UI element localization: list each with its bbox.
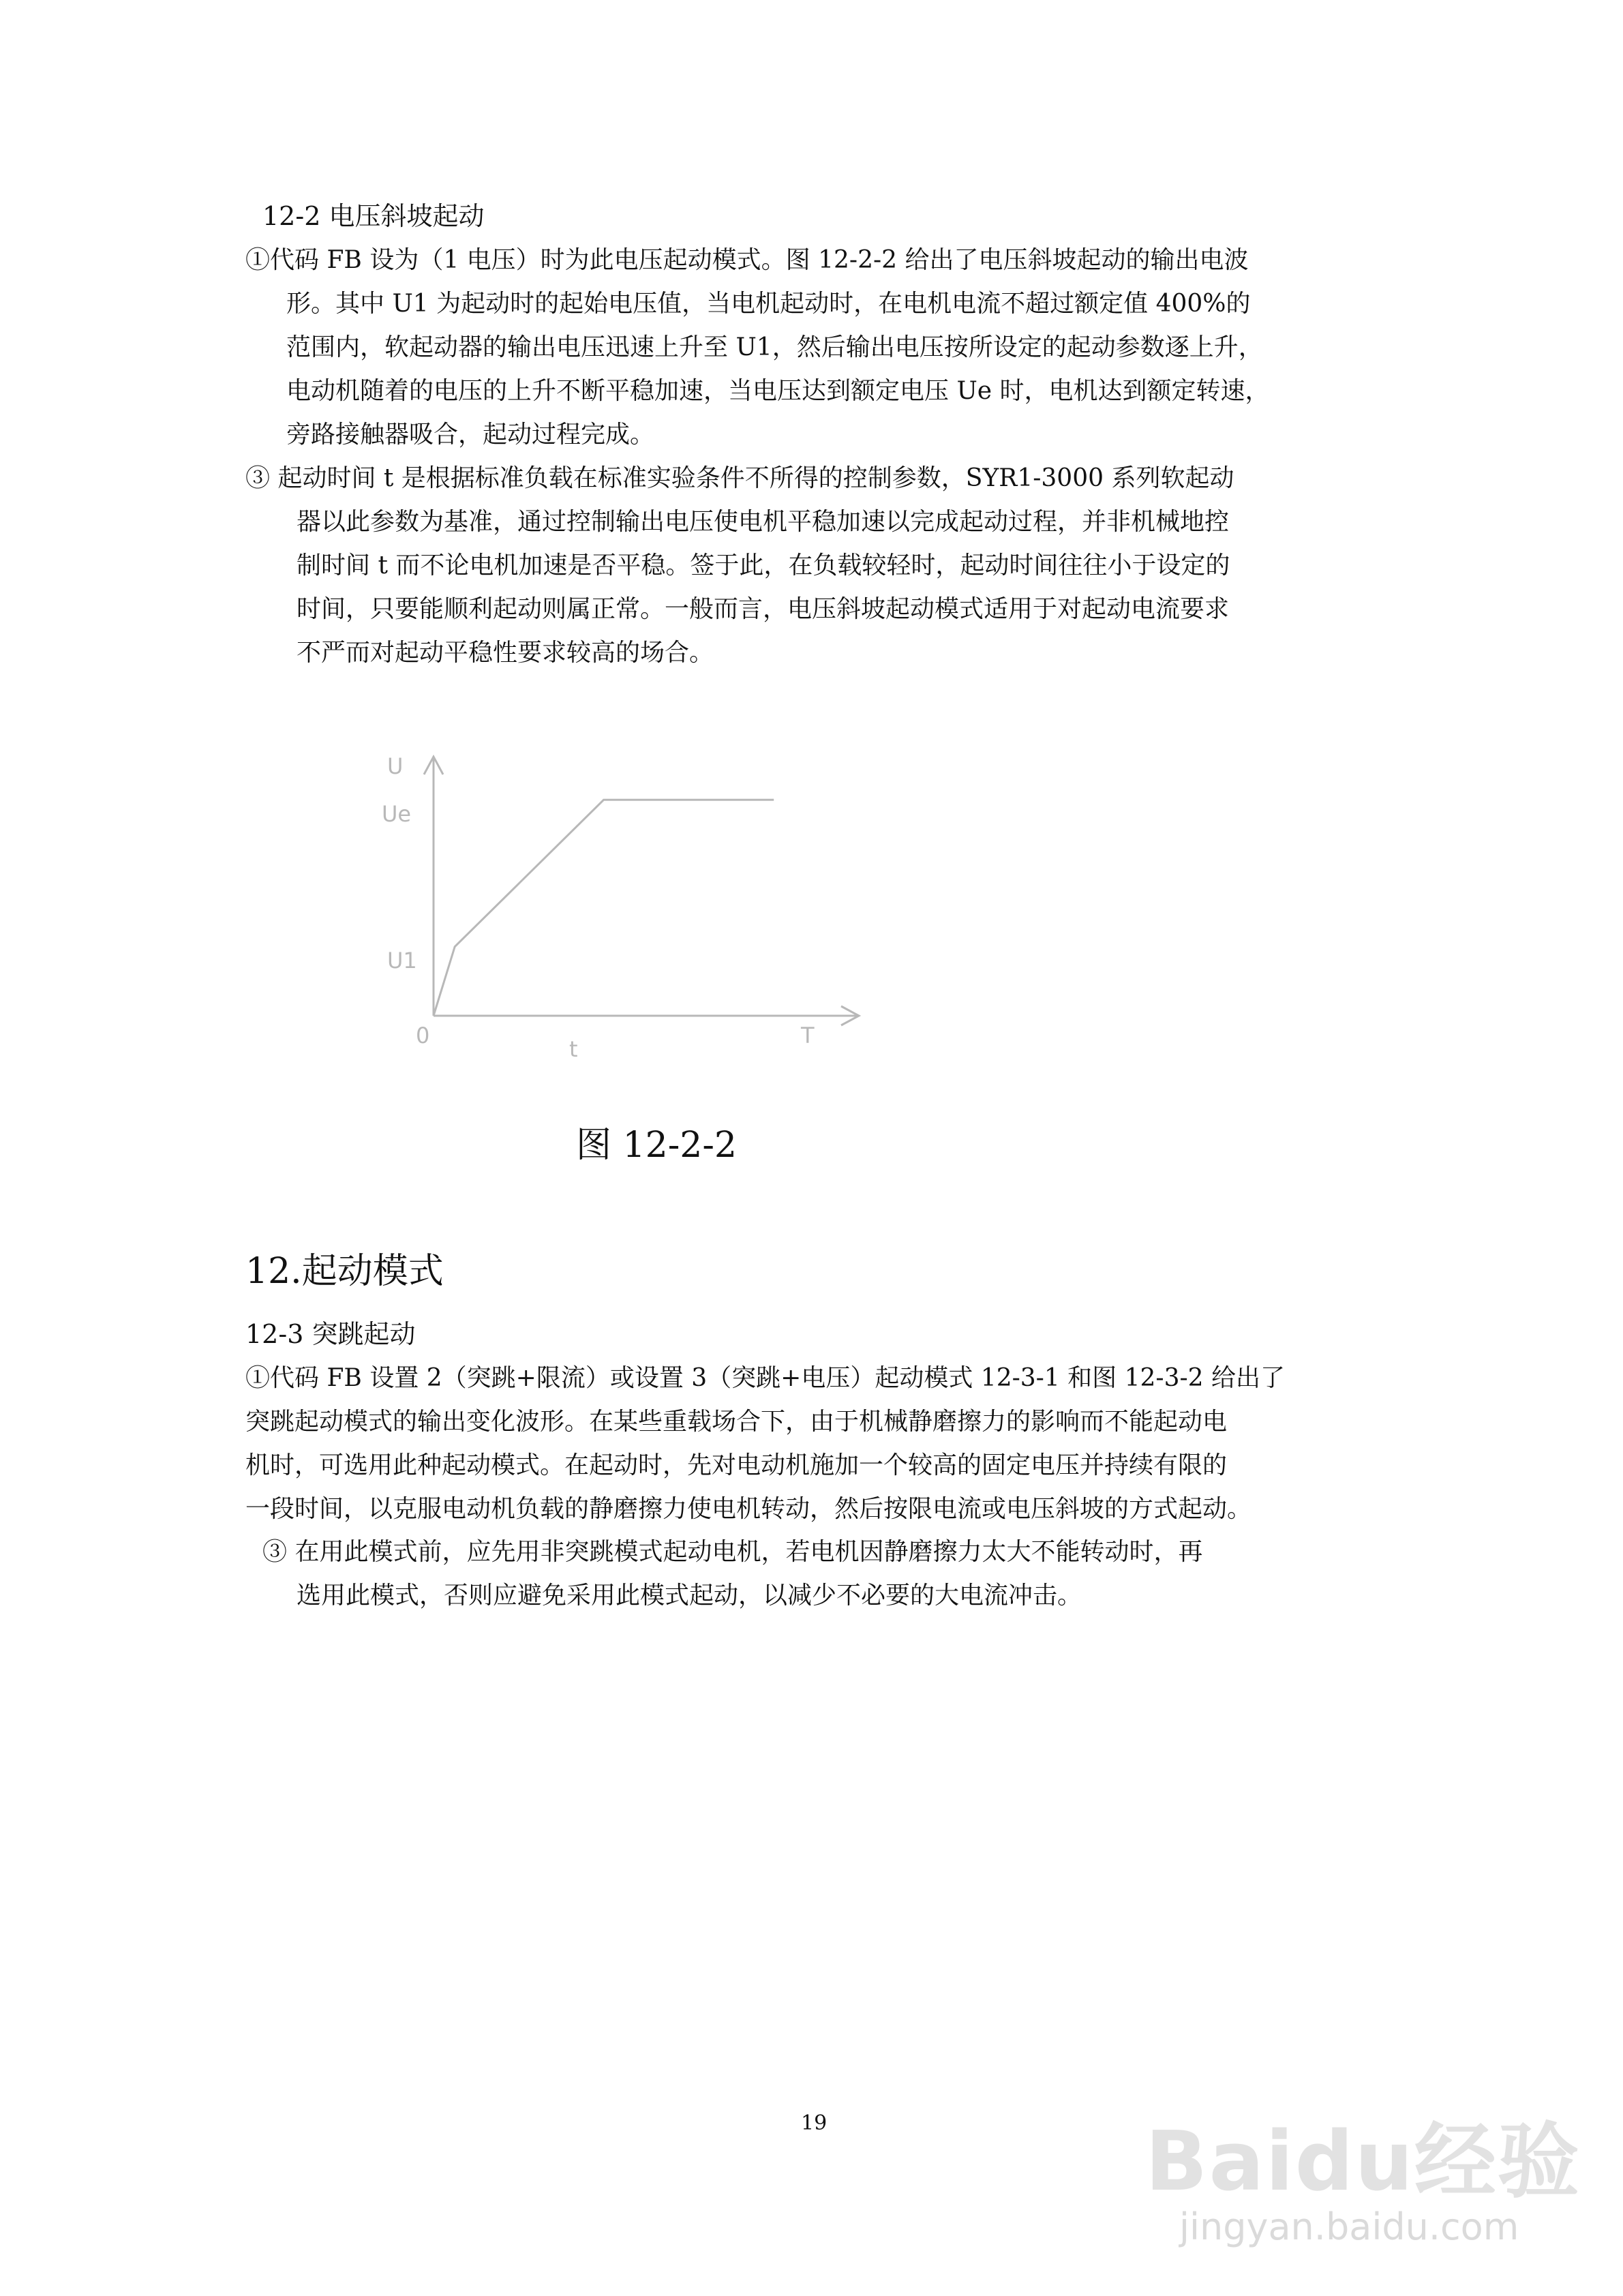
figure-caption: 图 12-2-2 bbox=[576, 1125, 738, 1166]
watermark-logo: Baidu经验 bbox=[1145, 2115, 1581, 2209]
text-line: ①代码 FB 设置 2（突跳+限流）或设置 3（突跳+电压）起动模式 12-3-1 和图 12-3-2 给出了 bbox=[245, 1364, 1286, 1392]
section-12-2-title: 12-2 电压斜坡起动 bbox=[262, 201, 485, 231]
text-line: 一段时间，以克服电动机负载的静磨擦力使电机转动，然后按限电流或电压斜坡的方式起动。 bbox=[245, 1495, 1252, 1523]
text-line: 范围内，软起动器的输出电压迅速上升至 U1，然后输出电压按所设定的起动参数逐上升， bbox=[286, 333, 1263, 361]
y-tick-label-ue: Ue bbox=[382, 801, 412, 827]
text-line: 选用此模式，否则应避免采用此模式起动，以减少不必要的大电流冲击。 bbox=[297, 1582, 1082, 1610]
text-line: ③ 起动时间 t 是根据标准负载在标准实验条件不所得的控制参数，SYR1-3000 系列软起动 bbox=[245, 464, 1234, 492]
voltage-ramp-chart bbox=[382, 743, 873, 1070]
baidu-watermark bbox=[1125, 2096, 1602, 2280]
text-line: 旁路接触器吸合，起动过程完成。 bbox=[286, 421, 655, 449]
y-tick-label-u1: U1 bbox=[387, 948, 417, 973]
x-axis-label: t bbox=[569, 1036, 578, 1062]
section-12-2-para1 bbox=[245, 239, 1270, 457]
origin-label: 0 bbox=[416, 1023, 430, 1048]
text-line: 突跳起动模式的输出变化波形。在某些重载场合下，由于机械静磨擦力的影响而不能起动电 bbox=[245, 1408, 1228, 1436]
section-12-3-para1 bbox=[245, 1357, 1285, 1531]
text-line: 器以此参数为基准，通过控制输出电压使电机平稳加速以完成起动过程，并非机械地控 bbox=[297, 508, 1230, 536]
text-line: ①代码 FB 设为（1 电压）时为此电压起动模式。图 12-2-2 给出了电压斜坡起动的输出电波 bbox=[245, 246, 1249, 274]
chapter-title: 12.起动模式 bbox=[245, 1251, 444, 1292]
text-line: ③ 在用此模式前，应先用非突跳模式起动电机，若电机因静磨擦力太大不能转动时，再 bbox=[262, 1538, 1203, 1566]
text-line: 制时间 t 而不论电机加速是否平稳。签于此，在负载较轻时，起动时间往往小于设定的 bbox=[297, 552, 1230, 579]
series-line bbox=[434, 800, 774, 1016]
section-12-3-para2 bbox=[262, 1530, 1202, 1618]
page-number: 19 bbox=[801, 2111, 828, 2135]
text-line: 不严而对起动平稳性要求较高的场合。 bbox=[297, 639, 714, 667]
chart-axes bbox=[424, 757, 859, 1025]
y-axis-label: U bbox=[387, 753, 404, 779]
text-line: 时间，只要能顺利起动则属正常。一般而言，电压斜坡起动模式适用于对起动电流要求 bbox=[297, 595, 1230, 623]
section-12-2-para2 bbox=[245, 457, 1234, 675]
text-line: 形。其中 U1 为起动时的起始电压值，当电机起动时，在电机电流不超过额定值 400%的 bbox=[286, 290, 1251, 318]
section-12-3-title: 12-3 突跳起动 bbox=[245, 1319, 416, 1349]
text-line: 机时，可选用此种起动模式。在起动时，先对电动机施加一个较高的固定电压并持续有限的 bbox=[245, 1451, 1228, 1479]
x-axis-end-label: T bbox=[801, 1023, 815, 1048]
text-line: 电动机随着的电压的上升不断平稳加速，当电压达到额定电压 Ue 时，电机达到额定转速， bbox=[286, 377, 1270, 405]
watermark-url: jingyan.baidu.com bbox=[1179, 2205, 1519, 2248]
